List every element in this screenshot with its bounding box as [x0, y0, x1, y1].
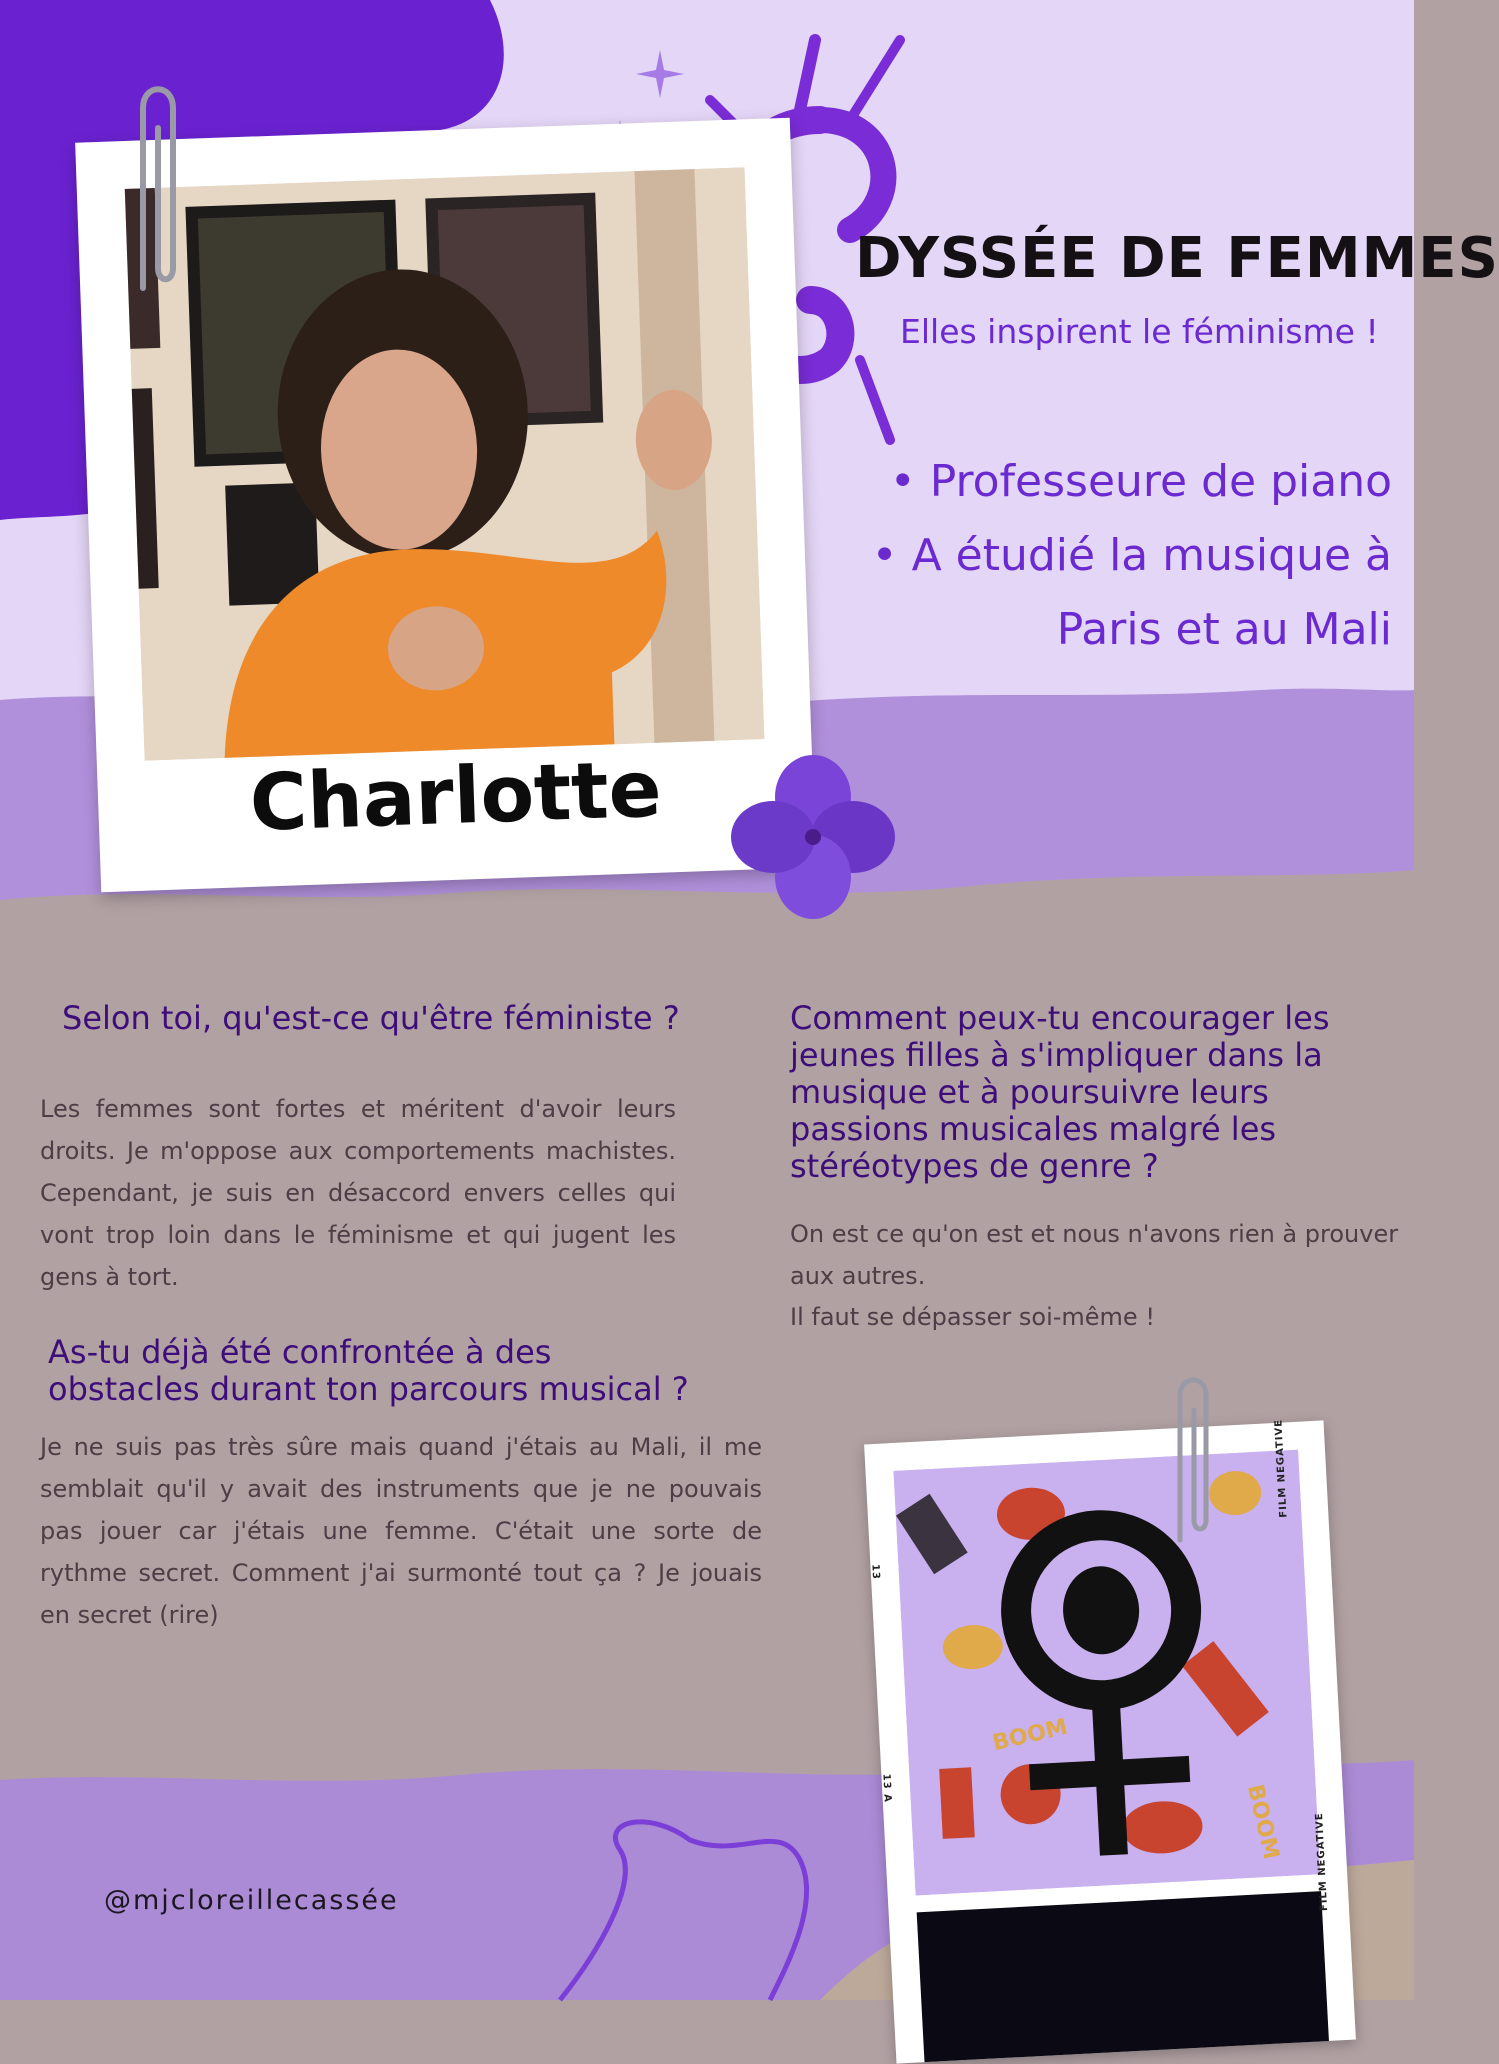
film-frame: [864, 1420, 1356, 2063]
film-frame-number-a: 13: [869, 1563, 882, 1581]
portrait-photo: [125, 167, 765, 760]
boom-label-1: BOOM: [990, 1714, 1071, 1757]
page-subtitle: Elles inspirent le féminisme !: [900, 312, 1379, 351]
answer-3-line-1: On est ce qu'on est et nous n'avons rien à prouver aux autres.: [790, 1220, 1399, 1290]
question-2: As-tu déjà été confrontée à des obstacles durant ton parcours musical ?: [48, 1333, 689, 1408]
film-frame-number-b: 13 A: [880, 1773, 893, 1804]
answer-2: Je ne suis pas très sûre mais quand j'étais au Mali, il me semblait qu'il y avait des instruments que je ne pouvais pas jouer car j'étais une femme. C'était une sorte de rythme secret. Comment j'ai surmonté tout ça ? Je jouais en secret (rire): [40, 1433, 762, 1629]
answer-1: Les femmes sont fortes et méritent d'avoir leurs droits. Je m'oppose aux comportements machistes. Cependant, je suis en désaccord envers celles qui vont trop loin dans le féminisme et qui jugent les gens à tort.: [40, 1095, 676, 1291]
page-title: DYSSÉE DE FEMMES: [855, 226, 1499, 291]
profile-bullet-2: • A étudié la musique à: [871, 530, 1392, 581]
flower-icon: [728, 752, 898, 922]
social-handle: @mjcloreillecassée: [104, 1885, 399, 1916]
boom-label-2: BOOM: [1241, 1782, 1284, 1862]
profile-bullet-3: Paris et au Mali: [1056, 604, 1392, 655]
question-1: Selon toi, qu'est-ce qu'être féministe ?: [62, 999, 680, 1037]
paperclip-icon: [118, 78, 188, 298]
answer-3-line-2: Il faut se dépasser soi-même !: [790, 1303, 1155, 1331]
question-3: Comment peux-tu encourager les jeunes filles à s'impliquer dans la musique et à poursuivre leurs passions musicales malgré les stéréotypes de genre ?: [790, 999, 1330, 1185]
profile-name: Charlotte: [248, 744, 663, 849]
film-label-bottom: FILM NEGATIVE: [1313, 1812, 1331, 1912]
profile-bullet-1: • Professeure de piano: [889, 456, 1392, 507]
paperclip-icon: [1160, 1370, 1220, 1550]
music-illustration: [894, 1450, 1321, 1896]
film-dark-frame: [917, 1891, 1329, 2062]
film-label-top: FILM NEGATIVE: [1273, 1418, 1290, 1518]
